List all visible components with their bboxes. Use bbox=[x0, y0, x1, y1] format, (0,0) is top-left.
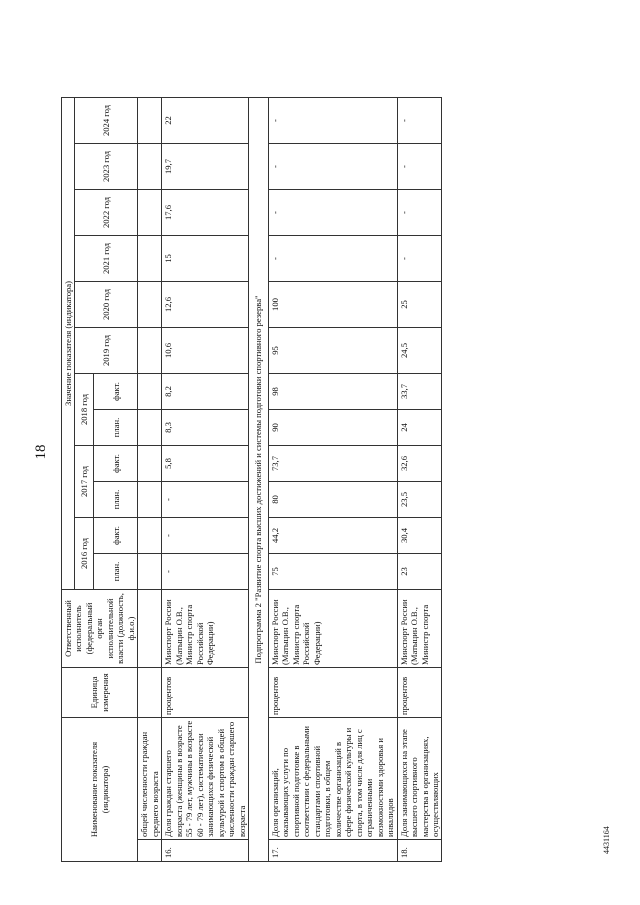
value-cell: - bbox=[162, 554, 249, 590]
value-cell: 100 bbox=[268, 282, 397, 328]
header-fact-2017: факт. bbox=[94, 446, 138, 482]
header-responsible: Ответственный исполнитель (федеральный орган исполнительной власти (должность, ф.и.о.) bbox=[62, 590, 138, 668]
row-number: 17. bbox=[268, 840, 397, 862]
value-cell: 23 bbox=[397, 554, 442, 590]
value-cell: 22 bbox=[162, 98, 249, 144]
value-cell: - bbox=[397, 144, 442, 190]
continuation-text: общей численности граждан среднего возраста bbox=[138, 718, 162, 840]
table-row-continuation bbox=[138, 98, 162, 862]
value-cell: 75 bbox=[268, 554, 397, 590]
header-values: Значение показателя (индикатора) bbox=[62, 98, 75, 590]
value-cell: 23,5 bbox=[397, 482, 442, 518]
value-cell: - bbox=[268, 144, 397, 190]
subprogram-row bbox=[249, 98, 268, 862]
indicator-name: Доля граждан старшего возраста (женщины в возрасте 55 - 79 лет, мужчины в возрасте 60 - 79 лет), систематически занимающихся физической культурой и спортом в общей численности граждан старшего возраста bbox=[162, 718, 249, 840]
row-number: 18. bbox=[397, 840, 442, 862]
value-cell: 90 bbox=[268, 410, 397, 446]
value-cell: - bbox=[397, 190, 442, 236]
header-indicator-name: Наименование показателя (индикатора) bbox=[62, 718, 138, 862]
table-row bbox=[162, 98, 249, 862]
indicator-name: Доля занимающихся на этапе высшего спортивного мастерства в организациях, осуществляющих bbox=[397, 718, 442, 840]
header-fact-2018: факт. bbox=[94, 374, 138, 410]
header-plan-2017: план. bbox=[94, 482, 138, 518]
header-year-2019: 2019 год bbox=[75, 328, 138, 374]
value-cell: - bbox=[162, 482, 249, 518]
header-year-2018: 2018 год bbox=[75, 374, 94, 446]
responsible-cell: Минспорт России (Матыцин О.В., Министр спорта bbox=[397, 590, 442, 668]
value-cell: - bbox=[397, 236, 442, 282]
value-cell: - bbox=[268, 98, 397, 144]
value-cell: - bbox=[397, 98, 442, 144]
value-cell: 98 bbox=[268, 374, 397, 410]
header-year-2022: 2022 год bbox=[75, 190, 138, 236]
indicator-name: Доля организаций, оказывающих услуги по спортивной подготовке в соответствии с федеральными стандартами спортивной подготовки, в общем количестве организаций в сфере физической культуры и спорта, в том числе для лиц с ограниченными возможностями здоровья и инвалидов bbox=[268, 718, 397, 840]
subprogram-title: Подпрограмма 2 "Развитие спорта высших достижений и системы подготовки спортивного резерва" bbox=[249, 98, 268, 862]
header-plan-2016: план. bbox=[94, 554, 138, 590]
value-cell: 80 bbox=[268, 482, 397, 518]
value-cell: 8,3 bbox=[162, 410, 249, 446]
value-cell: 15 bbox=[162, 236, 249, 282]
header-year-2020: 2020 год bbox=[75, 282, 138, 328]
value-cell: 30,4 bbox=[397, 518, 442, 554]
row-number: 16. bbox=[162, 840, 249, 862]
page-number: 18 bbox=[33, 444, 49, 460]
value-cell: - bbox=[268, 190, 397, 236]
header-fact-2016: факт. bbox=[94, 518, 138, 554]
rotated-document-page bbox=[25, 12, 615, 892]
header-year-2021: 2021 год bbox=[75, 236, 138, 282]
value-cell: 12,6 bbox=[162, 282, 249, 328]
table-row bbox=[397, 98, 442, 862]
unit-cell: процентов bbox=[162, 668, 249, 718]
value-cell: 44,2 bbox=[268, 518, 397, 554]
responsible-cell: Минспорт России (Матыцин О.В., Министр спорта Российской Федерации) bbox=[162, 590, 249, 668]
header-year-2024: 2024 год bbox=[75, 98, 138, 144]
value-cell: 33,7 bbox=[397, 374, 442, 410]
header-year-2017: 2017 год bbox=[75, 446, 94, 518]
value-cell: 5,8 bbox=[162, 446, 249, 482]
value-cell: 10,6 bbox=[162, 328, 249, 374]
value-cell: 73,7 bbox=[268, 446, 397, 482]
unit-cell: процентов bbox=[268, 668, 397, 718]
value-cell: 32,6 bbox=[397, 446, 442, 482]
responsible-cell: Минспорт России (Матыцин О.В., Министр спорта Российской Федерации) bbox=[268, 590, 397, 668]
indicators-table bbox=[61, 97, 442, 862]
header-year-2016: 2016 год bbox=[75, 518, 94, 590]
value-cell: - bbox=[268, 236, 397, 282]
value-cell: 24 bbox=[397, 410, 442, 446]
unit-cell: процентов bbox=[397, 668, 442, 718]
value-cell: 17,6 bbox=[162, 190, 249, 236]
value-cell: 19,7 bbox=[162, 144, 249, 190]
value-cell: 25 bbox=[397, 282, 442, 328]
value-cell: - bbox=[162, 518, 249, 554]
table-row bbox=[268, 98, 397, 862]
header-plan-2018: план. bbox=[94, 410, 138, 446]
value-cell: 8,2 bbox=[162, 374, 249, 410]
value-cell: 24,5 bbox=[397, 328, 442, 374]
value-cell: 95 bbox=[268, 328, 397, 374]
header-year-2023: 2023 год bbox=[75, 144, 138, 190]
header-unit: Единица измерения bbox=[62, 668, 138, 718]
footer-code: 4431164 bbox=[602, 826, 611, 854]
